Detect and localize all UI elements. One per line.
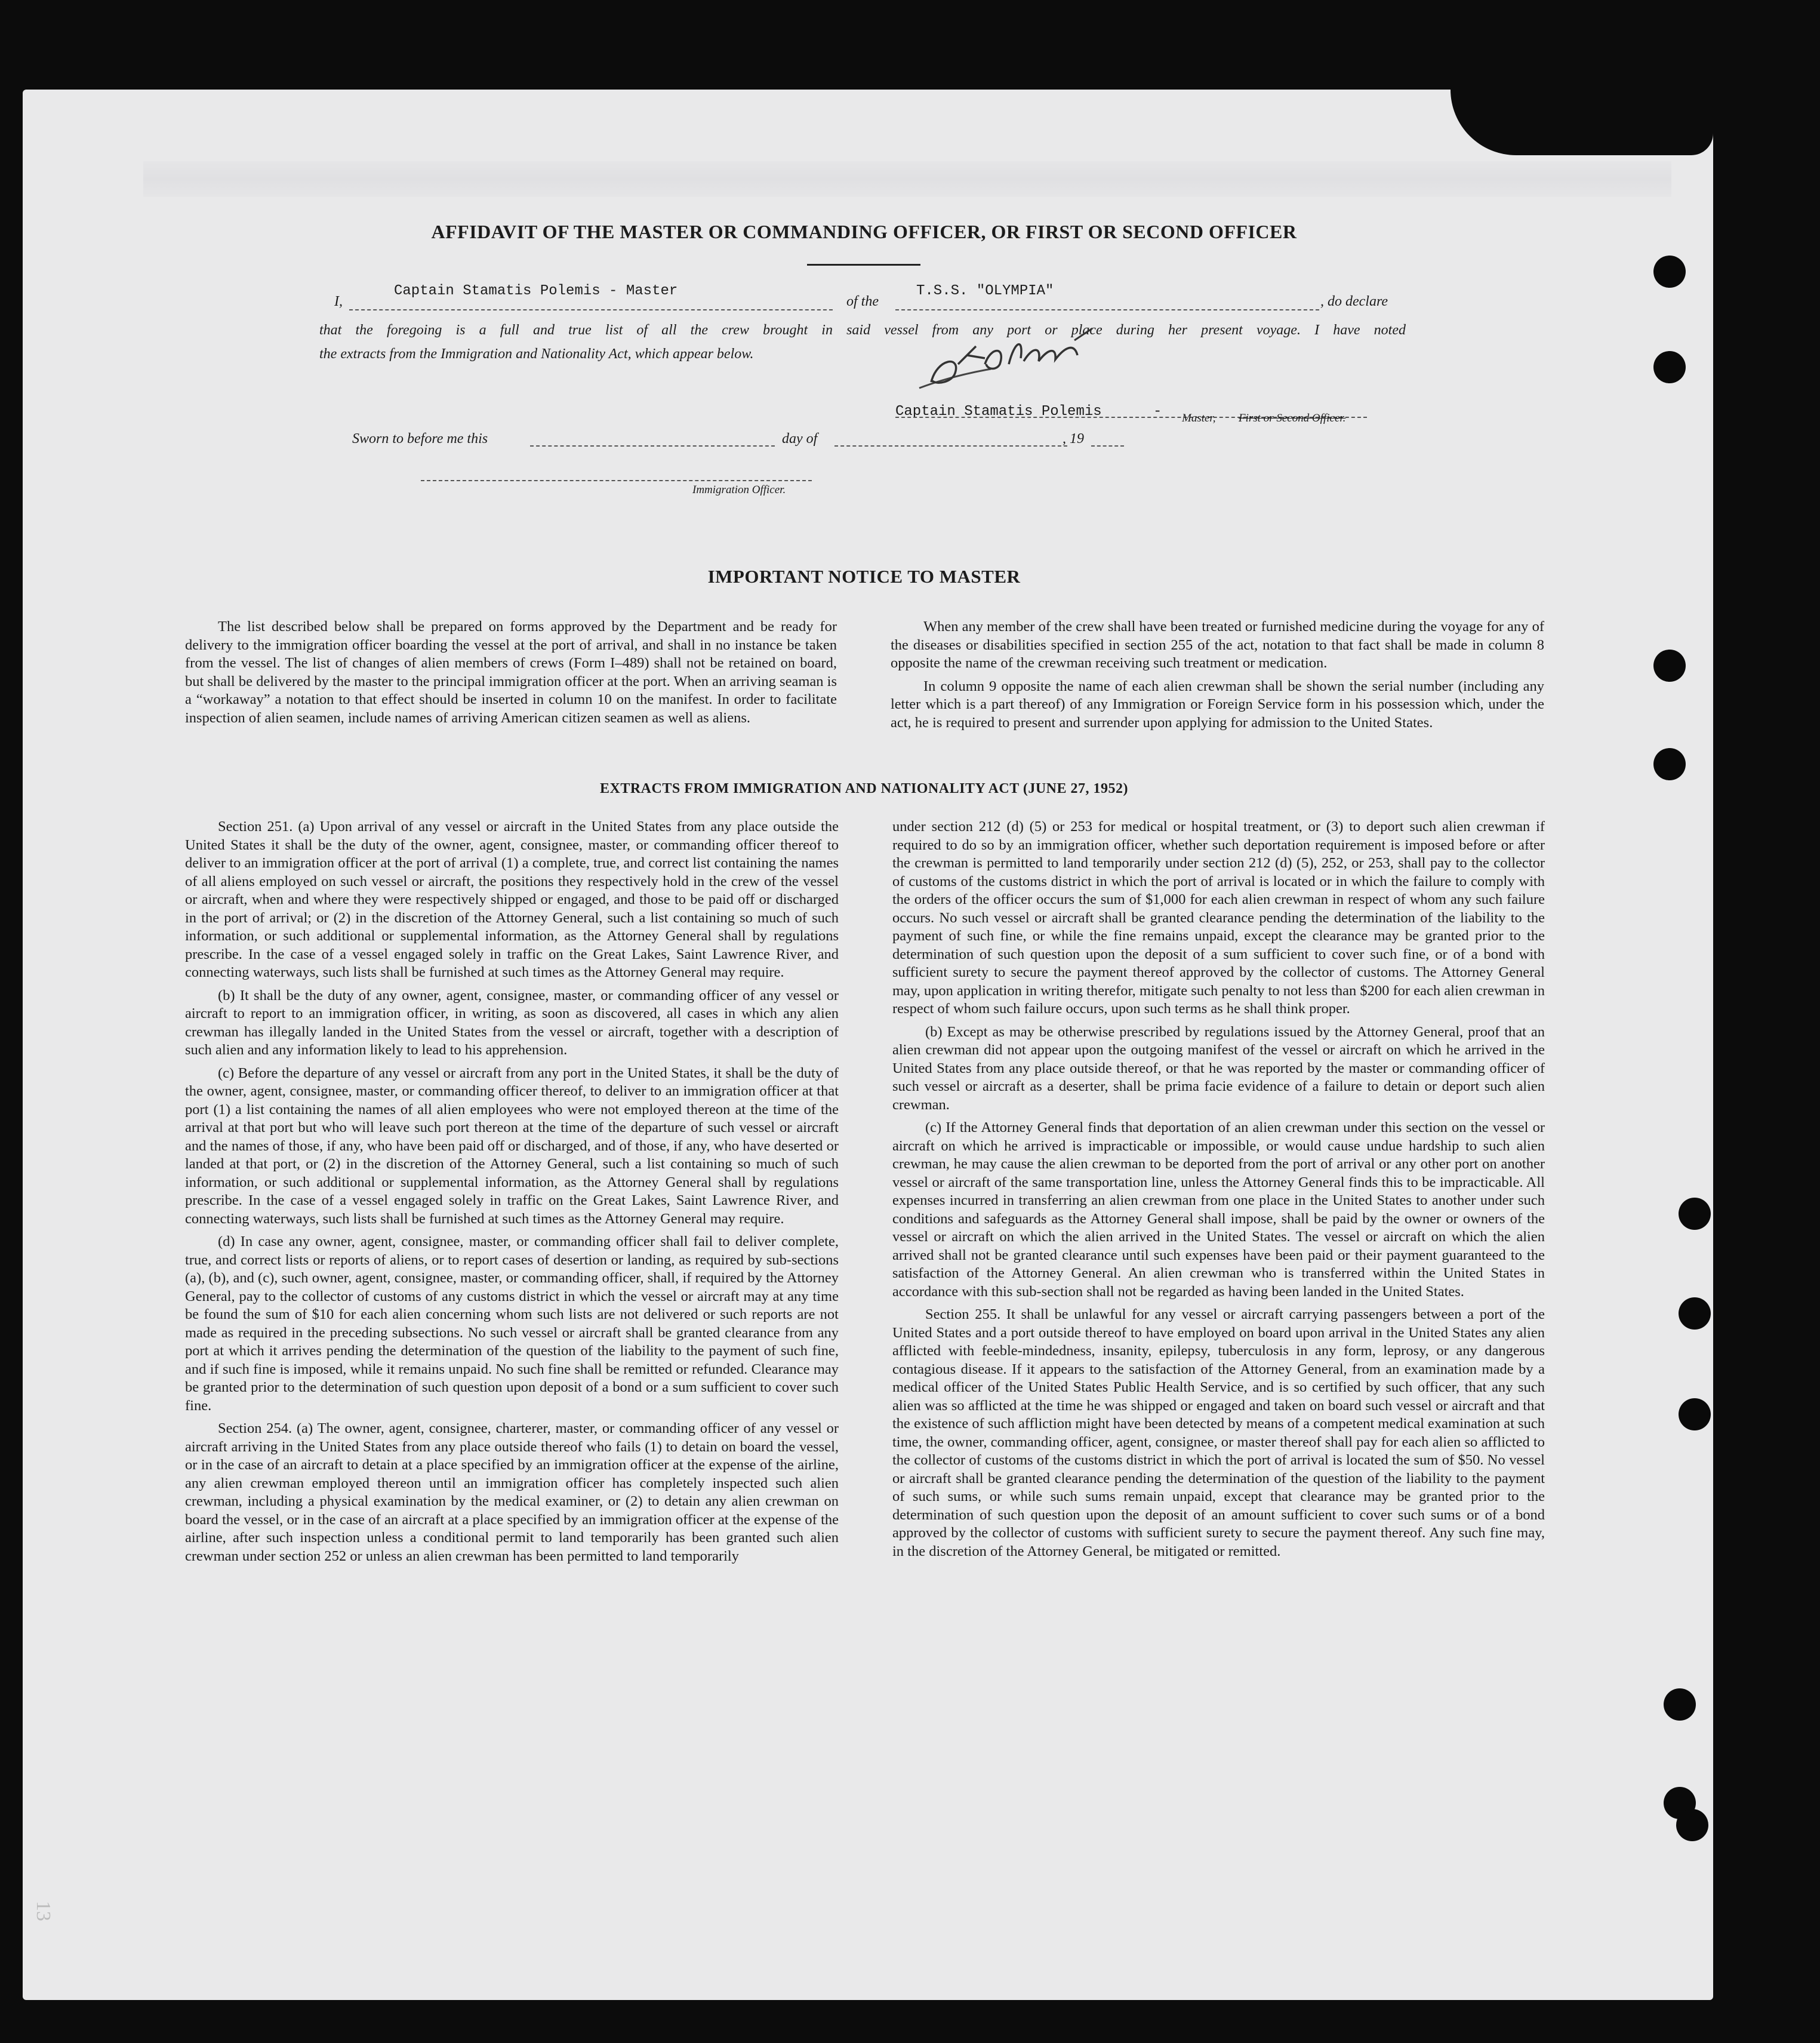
notice-left-column bbox=[185, 618, 837, 732]
day-of-label: day of bbox=[782, 431, 818, 447]
master-role-label: Master, bbox=[1182, 412, 1216, 424]
extracts-left-column bbox=[185, 818, 839, 1570]
signature-image bbox=[895, 322, 1158, 400]
notice-title: IMPORTANT NOTICE TO MASTER bbox=[707, 566, 1021, 587]
bleed-through-header bbox=[143, 161, 1671, 197]
master-name-field: Captain Stamatis Polemis - Master bbox=[394, 283, 678, 299]
notice-paragraph: The list described below shall be prepared on forms approved by the Department and be ready for delivery to the immigration officer boarding the vessel at the port of arrival, and shall in no instance be taken from the vessel. The list of changes of alien members of crews (Form I–489) shall not be retained on board, but shall be delivered by the master to the principal immigration officer at the port. When an arriving seaman is a “workaway” a notation to that effect should be inserted in column 10 on the manifest. In order to facilitate inspection of alien seamen, include names of arriving American citizen seamen as well as aliens. bbox=[185, 619, 837, 726]
of-the-label: of the bbox=[846, 294, 879, 309]
year-label: , 19 bbox=[1063, 431, 1084, 447]
officer-signature-line bbox=[421, 470, 812, 481]
margin-note: 13 bbox=[32, 1901, 54, 1921]
struck-officer-label: First or Second Officer. bbox=[1239, 412, 1346, 424]
affidavit-title: AFFIDAVIT OF THE MASTER OR COMMANDING OFFICER, OR FIRST OR SECOND OFFICER bbox=[431, 221, 1297, 242]
year-line bbox=[1091, 431, 1124, 447]
punch-hole bbox=[1679, 1297, 1711, 1330]
vessel-name-field: T.S.S. "OLYMPIA" bbox=[916, 283, 1054, 299]
extracts-title: EXTRACTS FROM IMMIGRATION AND NATIONALITY ACT (JUNE 27, 1952) bbox=[600, 781, 1128, 796]
punch-hole bbox=[1653, 748, 1686, 780]
punch-hole bbox=[1653, 650, 1686, 682]
notice-right-column bbox=[891, 618, 1544, 737]
sworn-day-line bbox=[530, 431, 775, 447]
notice-paragraph: When any member of the crew shall have been treated or furnished medicine during the voyage for any of the diseases or disabilities specified in section 255 of the act, notation to that fact shall be made in column 8 opposite the name of the crewman receiving such treatment or medication. bbox=[891, 619, 1544, 671]
statute-paragraph: (d) In case any owner, agent, consignee, master, or commanding officer shall fail to deliver complete, true, and correct lists or reports of aliens, or to report cases of desertion or landing, as required by sub-sections (a), (b), and (c), such owner, agent, consignee, master, or commanding officer, shall, if required by the Attorney General, pay to the collector of customs of any customs district in which the vessel or aircraft may at any time be found the sum of $10 for each alien concerning whom such lists are not delivered or such reports are not made as required in the preceding subsections. No such vessel or aircraft shall be granted clearance from any port at which it arrives pending the determination of the question of the liability to the payment of such fine, and if such fine is imposed, while it remains unpaid. No such fine shall be remitted or refunded. Clearance may be granted prior to the determination of such question upon deposit of a bond or a sum sufficient to cover such fine. bbox=[185, 1233, 839, 1414]
statute-paragraph: (b) It shall be the duty of any owner, agent, consignee, master, or commanding officer of any vessel or aircraft to report to an immigration officer, in writing, as soon as discovered, all cases in which any alien crewman has illegally landed in the United States from the vessel or aircraft, together with a description of such alien and any information likely to lead to his apprehension. bbox=[185, 987, 839, 1058]
signed-name: Captain Stamatis Polemis bbox=[895, 404, 1102, 420]
dash: - bbox=[1153, 404, 1162, 420]
extracts-right-column bbox=[892, 818, 1545, 1565]
statute-paragraph: Section 251. (a) Upon arrival of any vessel or aircraft in the United States from any place outside the United States it shall be the duty of the owner, agent, consignee, master, or commanding officer thereof to deliver to an immigration officer at the port of arrival (1) a complete, true, and correct list containing the names of all aliens employed on such vessel or aircraft, the positions they respectively hold in the crew of the vessel or aircraft, when and where they were respectively shipped or engaged, and those to be paid off or discharged in the port of arrival; or (2) in the discretion of the Attorney General, such a list containing so much of such information, or such additional or supplemental information, as the Attorney General shall by regulations prescribe. In the case of a vessel engaged solely in traffic on the Great Lakes, Saint Lawrence River, and connecting waterways, such lists shall be furnished at such times as the Attorney General may require. bbox=[185, 819, 839, 980]
punch-hole bbox=[1653, 351, 1686, 383]
title-underline bbox=[807, 264, 920, 266]
punch-hole bbox=[1679, 1198, 1711, 1230]
sworn-label: Sworn to before me this bbox=[352, 431, 488, 447]
statute-paragraph: (b) Except as may be otherwise prescribed by regulations issued by the Attorney General, proof that an alien crewman did not appear upon the outgoing manifest of the vessel or aircraft on which he arrived in the United States from any place outside thereof, or that he was reported by the master or commanding officer of such vessel or aircraft as a deserter, shall be prima facie evidence of a failure to detain or deport such alien crewman. bbox=[892, 1023, 1545, 1113]
declaration-line: that the foregoing is a full and true list of all the crew brought in said vessel from any port or place during her present voyage. I have noted bbox=[319, 322, 1406, 338]
statute-paragraph: Section 254. (a) The owner, agent, consignee, charterer, master, or commanding officer of any vessel or aircraft arriving in the United States from any place outside thereof who fails (1) to detain on board the vessel, or in the case of an aircraft to detain at a place specified by an immigration officer at the expense of the airline, any alien crewman employed thereon until an immigration officer has completely inspected such alien crewman, including a physical examination by the medical examiner, or (2) to detain any alien crewman on board the vessel, or in the case of an aircraft at a place specified by an immigration officer at the expense of the airline, after such inspection unless a conditional permit to land temporarily has been granted such alien crewman under section 252 or unless an alien crewman has been permitted to land temporarily bbox=[185, 1420, 839, 1564]
do-declare-label: , do declare bbox=[1320, 294, 1388, 309]
punch-hole bbox=[1679, 1398, 1711, 1430]
declaration-line-2: the extracts from the Immigration and Nationality Act, which appear below. bbox=[319, 346, 754, 362]
notice-paragraph: In column 9 opposite the name of each alien crewman shall be shown the serial number (including any letter which is a part thereof) of any Immigration or Foreign Service form in his possession which, under the act, he is required to present and surrender upon applying for admission to the United States. bbox=[891, 678, 1544, 731]
statute-paragraph: Section 255. It shall be unlawful for any vessel or aircraft carrying passengers between a port of the United States and a port outside thereof to have employed on board upon arrival in the United States any alien afflicted with feeble-mindedness, insanity, epilepsy, tuberculosis in any form, leprosy, or any dangerous contagious disease. If it appears to the satisfaction of the Attorney General, from an examination made by a medical officer of the United States Public Health Service, and is so certified by such officer, that any such alien was so afflicted at the time he was shipped or engaged and taken on board such vessel or aircraft and that the existence of such affliction might have been detected by means of a competent medical examination at such time, the owner, commanding officer, agent, consignee, or master thereof shall pay for each alien so afflicted to the collector of customs of the customs district in which the port of arrival is located the sum of $50. No vessel or aircraft shall be granted clearance pending the determination of the question of the liability to the payment of such sums, or while such sums remain unpaid, except that clearance may be granted prior to the determination of such question upon the deposit of an amount sufficient to cover such sums or of a bond approved by the collector of customs with sufficient surety to secure the payment thereof. Any such fine may, in the discretion of the Attorney General, be mitigated or remitted. bbox=[892, 1306, 1545, 1559]
punch-hole bbox=[1664, 1688, 1696, 1721]
ink-blot bbox=[1451, 90, 1713, 155]
statute-paragraph: (c) If the Attorney General finds that deportation of an alien crewman under this section on the vessel or aircraft on which he arrived is impracticable or impossible, or would cause undue hardship to such alien crewman, he may cause the alien crewman to be deported from the port of arrival or any other port on another vessel or aircraft of the same transportation line, unless the Attorney General finds this to be impracticable. All expenses incurred in transferring an alien crewman from one place in the United States to another under such conditions and safeguards as the Attorney General shall impose, shall be paid by the owner or owners of the vessel or aircraft on which the alien arrived in the United States. The vessel or aircraft on which the alien arrived shall not be granted clearance until such expenses have been paid or their payment guaranteed to the satisfaction of the Attorney General. An alien crewman who is transferred within the United States in accordance with this sub-section shall not be regarded as having been landed in the United States. bbox=[892, 1119, 1545, 1300]
statute-paragraph: (c) Before the departure of any vessel or aircraft from any port in the United States, it shall be the duty of the owner, agent, consignee, master, or commanding officer thereof, to deliver to an immigration officer at that port (1) a list containing the names of all alien employees who were not employed thereon at the time of the arrival at that port but who will leave such port thereon at the time of the departure of such vessel or aircraft and the names of those, if any, who have been paid off or discharged, and of those, if any, who have deserted or landed at that port, or (2) in the discretion of the Attorney General, such a list containing so much of such information, or such additional or supplemental information, as the Attorney General shall by regulations prescribe. In the case of a vessel engaged solely in traffic on the Great Lakes, Saint Lawrence River, and connecting waterways, such lists shall be furnished at such times as the Attorney General may require. bbox=[185, 1064, 839, 1227]
officer-label: Immigration Officer. bbox=[692, 484, 786, 496]
statute-paragraph: under section 212 (d) (5) or 253 for medical or hospital treatment, or (3) to deport such alien crewman if required to do so by an immigration officer, whether such deportation requirement is imposed before or after the crewman is permitted to land temporarily under section 212 (d) (5), 252, or 253, shall pay to the collector of customs of the customs district in which the port of arrival is located or in which the failure to comply with the orders of the officer occurs the sum of $1,000 for each alien crewman in respect of whom any such failure occurs. No such vessel or aircraft shall be granted clearance pending the determination of the liability to the payment of such fine, or while the fine remains unpaid, except the clearance may be granted prior to the determination of such question upon the deposit of a sum sufficient to cover such fine, or of a bond with sufficient surety to secure the payment thereof approved by the collector of customs. The Attorney General may, upon application in writing therefor, mitigate such penalty to not less than $200 for each alien crewman in respect of whom such failure occurs, upon such terms as he shall think proper. bbox=[892, 819, 1545, 1017]
punch-hole bbox=[1676, 1809, 1708, 1841]
i-label: I, bbox=[334, 294, 343, 309]
sworn-month-line bbox=[834, 431, 1067, 447]
punch-hole bbox=[1653, 256, 1686, 288]
